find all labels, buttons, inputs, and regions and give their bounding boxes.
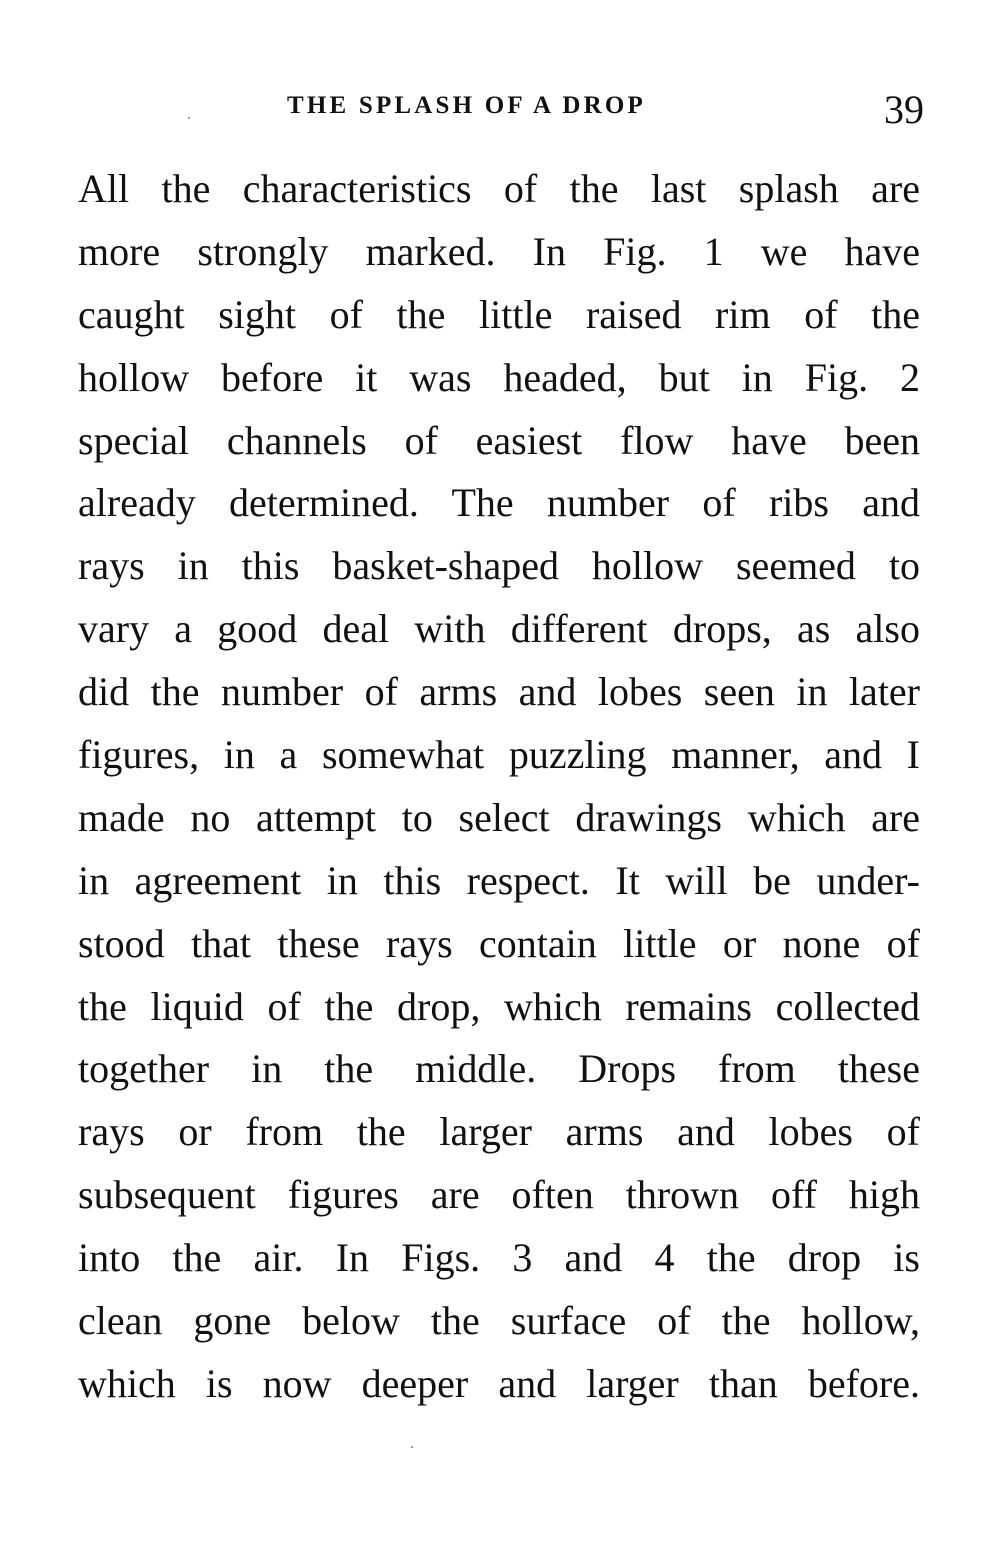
text-line: stood that these rays contain little or none of bbox=[78, 920, 920, 966]
text-line: did the number of arms and lobes seen in later bbox=[78, 669, 920, 715]
text-line: more strongly marked. In Fig. 1 we have bbox=[78, 228, 920, 274]
text-line: All the characteristics of the last splash are bbox=[78, 166, 920, 211]
text-line: which is now deeper and larger than before. bbox=[78, 1360, 920, 1406]
text-line: made no attempt to select drawings which are bbox=[78, 794, 920, 840]
paper-speck bbox=[188, 117, 190, 119]
body-paragraph bbox=[78, 158, 920, 1416]
running-head bbox=[0, 86, 1000, 136]
text-line: clean gone below the surface of the hollow, bbox=[78, 1298, 920, 1344]
text-line: into the air. In Figs. 3 and 4 the drop is bbox=[78, 1235, 920, 1281]
text-line: the liquid of the drop, which remains collected bbox=[78, 983, 920, 1029]
text-line: together in the middle. Drops from these bbox=[78, 1046, 920, 1092]
page-number: 39 bbox=[884, 87, 924, 132]
text-line: figures, in a somewhat puzzling manner, and I bbox=[78, 732, 920, 778]
text-line: rays or from the larger arms and lobes of bbox=[78, 1109, 920, 1155]
paper-speck bbox=[411, 1446, 413, 1448]
text-line: vary a good deal with different drops, as also bbox=[78, 606, 920, 652]
text-line: already determined. The number of ribs and bbox=[78, 480, 920, 526]
running-title: THE SPLASH OF A DROP bbox=[287, 92, 646, 119]
text-line: special channels of easiest flow have been bbox=[78, 417, 920, 463]
text-line: in agreement in this respect. It will be under- bbox=[78, 857, 920, 903]
text-line: caught sight of the little raised rim of the bbox=[78, 291, 920, 337]
text-line: rays in this basket-shaped hollow seemed to bbox=[78, 543, 920, 589]
text-line: subsequent figures are often thrown off high bbox=[78, 1172, 920, 1218]
text-line: hollow before it was headed, but in Fig. 2 bbox=[78, 354, 920, 400]
